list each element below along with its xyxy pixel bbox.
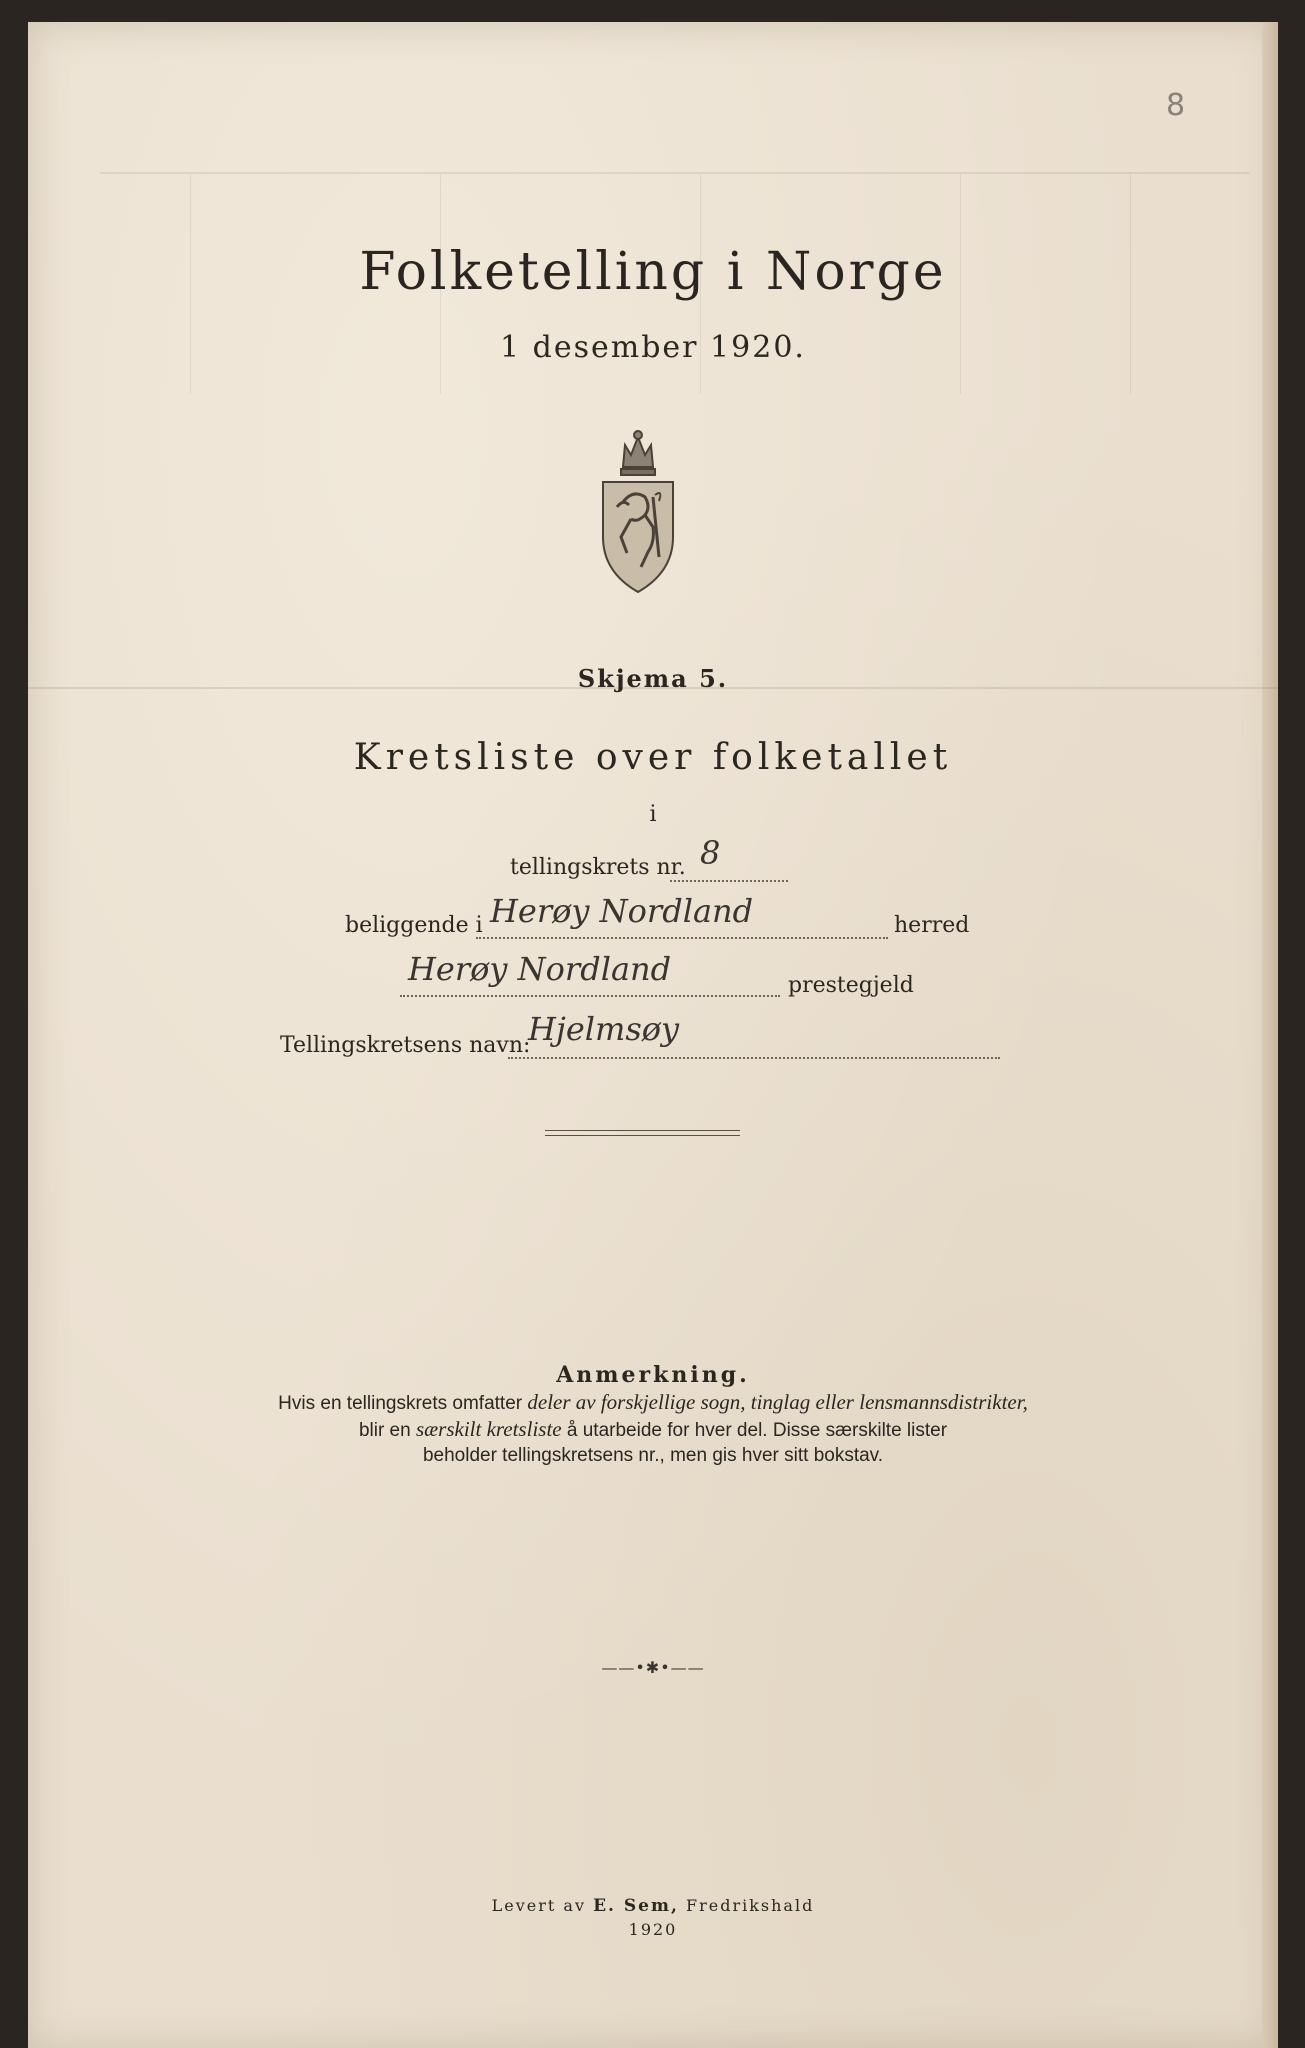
navn-handwritten: Hjelmsøy (528, 1010, 680, 1048)
preposition-i: i (649, 802, 657, 827)
krets-number-handwritten: 8 (700, 834, 721, 872)
divider-line-top (545, 1130, 740, 1131)
herred-handwritten: Herøy Nordland (490, 892, 754, 930)
prestegjeld-handwritten: Herøy Nordland (408, 950, 672, 988)
beliggende-label: beliggende i (345, 913, 483, 938)
paper-edge (1262, 22, 1278, 2048)
schema-label: Skjema 5. (577, 664, 729, 693)
krets-label: tellingskrets nr. (510, 855, 686, 880)
prestegjeld-label: prestegjeld (788, 973, 914, 998)
document-date: 1 desember 1920. (500, 330, 806, 365)
document-title: Folketelling i Norge (359, 242, 947, 302)
census-form-page (28, 22, 1278, 2048)
navn-label: Tellingskretsens navn: (280, 1033, 531, 1058)
list-heading: Kretsliste over folketallet (353, 737, 953, 778)
note-line-1: Hvis en tellingskrets omfatter deler av forskjellige sogn, tinglag eller lensmannsdistrikter, (278, 1390, 1028, 1414)
footer-year: 1920 (628, 1920, 678, 1939)
prestegjeld-dotted-line (400, 995, 780, 997)
note-line-2: blir en særskilt kretsliste å utarbeide for hver del. Disse særskilte lister (358, 1417, 948, 1441)
herred-label: herred (894, 913, 970, 938)
navn-dotted-line (508, 1057, 1000, 1059)
norwegian-lion-coat-of-arms-icon (593, 427, 683, 597)
note-line-3: beholder tellingskretsens nr., men gis hver sitt bokstav. (422, 1445, 884, 1466)
divider-line-bottom (545, 1135, 740, 1136)
page-number: 8 (1166, 88, 1186, 123)
ornament-divider: ——•✱•—— (601, 1658, 705, 1677)
printer-footer: Levert av E. Sem, Fredrikshald 1920 (28, 1894, 1278, 1942)
note-heading: Anmerkning. (556, 1362, 750, 1388)
krets-dotted-line (670, 880, 788, 882)
beliggende-dotted-line (476, 937, 888, 939)
